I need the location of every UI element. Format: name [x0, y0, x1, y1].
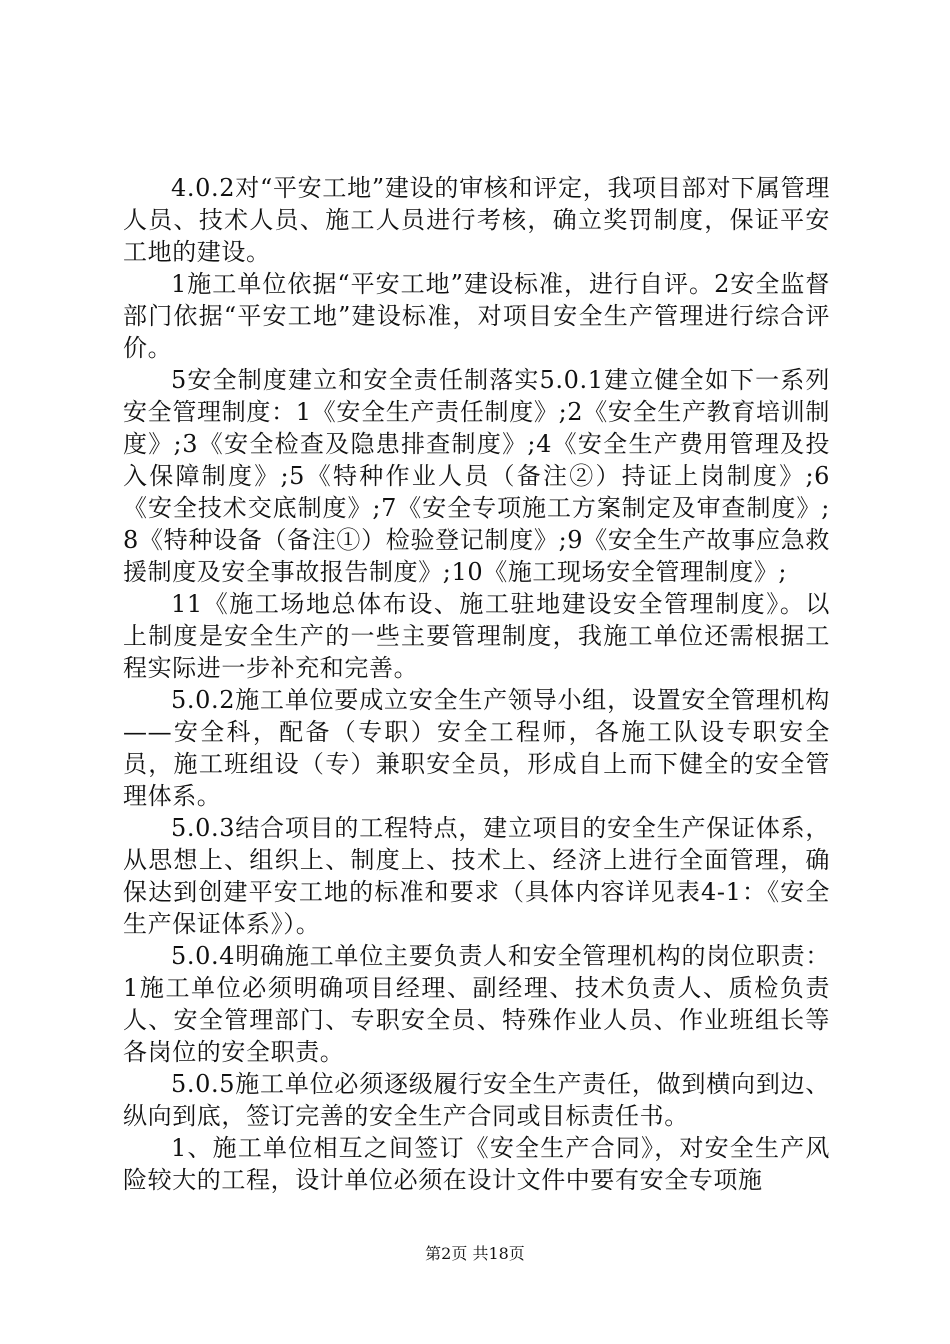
paragraph-8: 5.0.5施工单位必须逐级履行安全生产责任，做到横向到边、纵向到底，签订完善的安全生产合同或目标责任书。 [123, 1070, 830, 1130]
paragraph-9: 1、施工单位相互之间签订《安全生产合同》，对安全生产风险较大的工程，设计单位必须在设计文件中要有安全专项施 [123, 1134, 830, 1194]
paragraph-4: 11《施工场地总体布设、施工驻地建设安全管理制度》。以上制度是安全生产的一些主要管理制度，我施工单位还需根据工程实际进一步补充和完善。 [123, 590, 830, 682]
paragraph-7: 5.0.4明确施工单位主要负责人和安全管理机构的岗位职责：1施工单位必须明确项目经理、副经理、技术负责人、质检负责人、安全管理部门、专职安全员、特殊作业人员、作业班组长等各岗位的安全职责。 [123, 942, 830, 1066]
paragraph-1: 4.0.2对“平安工地”建设的审核和评定，我项目部对下属管理人员、技术人员、施工人员进行考核，确立奖罚制度，保证平安工地的建设。 [123, 174, 830, 266]
paragraph-5: 5.0.2施工单位要成立安全生产领导小组，设置安全管理机构——安全科，配备（专职）安全工程师，各施工队设专职安全员，施工班组设（专）兼职安全员，形成自上而下健全的安全管理体系。 [123, 686, 830, 810]
page-number-footer: 第2页 共18页 [425, 1244, 525, 1263]
paragraph-2: 1施工单位依据“平安工地”建设标准，进行自评。2安全监督部门依据“平安工地”建设标准，对项目安全生产管理进行综合评价。 [123, 270, 830, 362]
document-body [123, 172, 830, 1196]
paragraph-3: 5安全制度建立和安全责任制落实5.0.1建立健全如下一系列安全管理制度：1《安全生产责任制度》;2《安全生产教育培训制度》;3《安全检查及隐患排查制度》;4《安全生产费用管理及投入保障制度》;5《特种作业人员（备注②）持证上岗制度》;6《安全技术交底制度》;7《安全专项施工方案制定及审查制度》;8《特种设备（备注①）检验登记制度》;9《安全生产故事应急救援制度及安全事故报告制度》;10《施工现场安全管理制度》; [123, 366, 830, 586]
paragraph-6: 5.0.3结合项目的工程特点，建立项目的安全生产保证体系，从思想上、组织上、制度上、技术上、经济上进行全面管理，确保达到创建平安工地的标准和要求（具体内容详见表4-1：《安全生产保证体系》）。 [123, 814, 830, 938]
